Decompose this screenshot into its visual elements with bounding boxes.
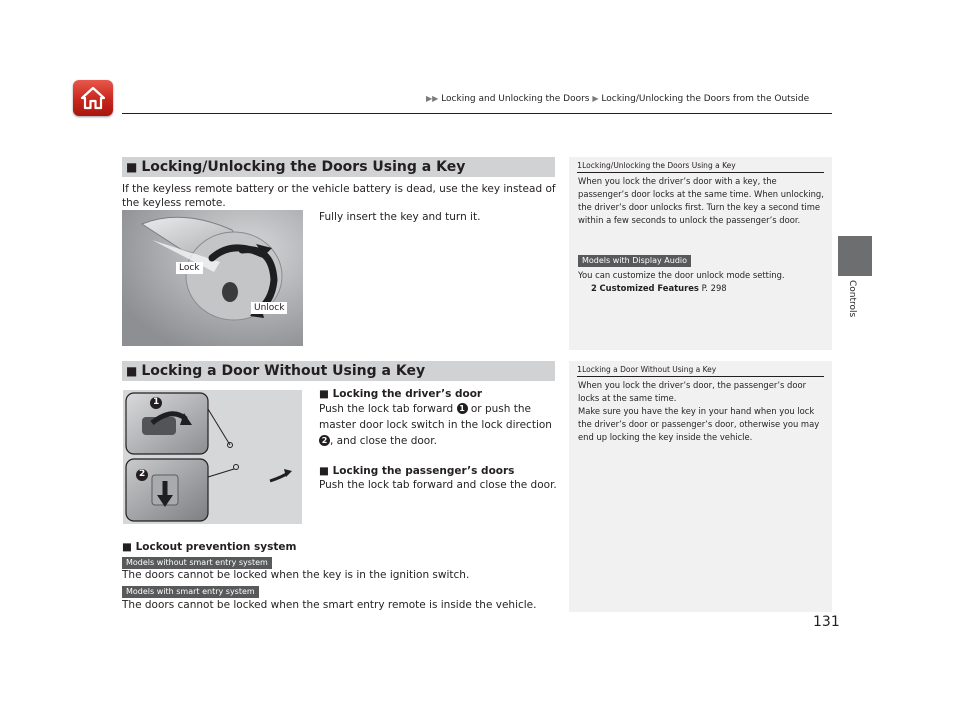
passenger-door-block bbox=[319, 464, 559, 492]
section-heading-key bbox=[122, 157, 555, 177]
cross-reference-page[interactable]: P. 298 bbox=[701, 283, 727, 293]
breadcrumb-arrow-icon: ▶ bbox=[592, 94, 599, 103]
lockout-text-1: The doors cannot be locked when the key is in the ignition switch. bbox=[122, 569, 470, 581]
sidebar-note-no-key-text-1: When you lock the driver’s door, the passenger’s door locks at the same time. bbox=[578, 380, 807, 403]
callout-2: 2 bbox=[139, 469, 146, 479]
chapter-tab[interactable] bbox=[838, 236, 872, 276]
square-bullet-icon: ■ bbox=[126, 160, 138, 174]
sidebar-note-key-title: 1Locking/Unlocking the Doors Using a Key bbox=[577, 161, 736, 170]
square-bullet-icon: ■ bbox=[126, 364, 138, 378]
breadcrumb-item-1[interactable]: Locking and Unlocking the Doors bbox=[441, 94, 590, 104]
passenger-door-heading: ■ Locking the passenger’s doors bbox=[319, 465, 515, 477]
sidebar-note-key bbox=[569, 157, 832, 350]
home-button[interactable] bbox=[73, 80, 113, 116]
label-unlock: Unlock bbox=[251, 302, 287, 314]
header-rule bbox=[122, 113, 832, 114]
section-heading-key-text: Locking/Unlocking the Doors Using a Key bbox=[141, 159, 466, 175]
section-heading-no-key-text: Locking a Door Without Using a Key bbox=[141, 363, 426, 379]
section1-instruction: Fully insert the key and turn it. bbox=[319, 211, 481, 223]
driver-door-heading: ■ Locking the driver’s door bbox=[319, 388, 483, 400]
sidebar-note-key-text: When you lock the driver’s door with a key, the passenger’s door locks at the same time. When unlocking, the driver’s door unlocks first. Turn the key a second time within a few seconds to unlock the passenger’s door. bbox=[578, 176, 824, 225]
home-icon bbox=[79, 85, 107, 111]
chapter-label: Controls bbox=[847, 280, 857, 318]
square-bullet-icon: ■ bbox=[122, 541, 136, 553]
section-heading-no-key bbox=[122, 361, 555, 381]
section1-intro: If the keyless remote battery or the vehicle battery is dead, use the key instead of the keyless remote. bbox=[122, 183, 556, 209]
model-tag-display-audio: Models with Display Audio bbox=[578, 255, 691, 267]
note-ref-icon: 1 bbox=[577, 161, 583, 170]
cross-reference-name[interactable]: Customized Features bbox=[599, 283, 699, 293]
step-1-icon: 1 bbox=[457, 403, 468, 414]
passenger-door-text: Push the lock tab forward and close the door. bbox=[319, 479, 557, 491]
door-lock-illustration bbox=[122, 389, 303, 525]
lockout-heading: ■ Lockout prevention system bbox=[122, 541, 297, 553]
breadcrumb-item-2[interactable]: Locking/Unlocking the Doors from the Outside bbox=[601, 94, 810, 104]
model-tag-with-smart-entry: Models with smart entry system bbox=[122, 586, 259, 598]
sidebar-cross-reference[interactable] bbox=[591, 282, 841, 295]
breadcrumb bbox=[426, 94, 809, 104]
square-bullet-icon: ■ bbox=[319, 465, 333, 477]
breadcrumb-arrow-icon: ▶▶ bbox=[426, 94, 439, 103]
model-tag-without-smart-entry: Models without smart entry system bbox=[122, 557, 272, 569]
lockout-text-2: The doors cannot be locked when the smart entry remote is inside the vehicle. bbox=[122, 599, 537, 611]
callout-1: 1 bbox=[153, 397, 160, 407]
step-2-icon: 2 bbox=[319, 435, 330, 446]
sidebar-note-no-key-title: 1Locking a Door Without Using a Key bbox=[577, 365, 717, 374]
driver-door-text: Push the lock tab forward 1 or push the master door lock switch in the lock direction 2 , and close the door. bbox=[319, 403, 552, 447]
note-ref-icon: 1 bbox=[577, 365, 583, 374]
page-number: 131 bbox=[813, 614, 840, 630]
sidebar-note-no-key bbox=[569, 361, 832, 612]
sidebar-note-no-key-text-2: Make sure you have the key in your hand when you lock the driver’s door or passenger’s door, otherwise you may end up locking the key inside the vehicle. bbox=[578, 406, 820, 442]
sidebar-customize-text: You can customize the door unlock mode setting. bbox=[578, 270, 785, 280]
driver-door-block bbox=[319, 387, 559, 449]
label-lock: Lock bbox=[176, 262, 203, 274]
sidebar-rule bbox=[577, 376, 824, 377]
cross-reference-icon: 2 bbox=[591, 283, 597, 293]
sidebar-rule bbox=[577, 172, 824, 173]
square-bullet-icon: ■ bbox=[319, 388, 333, 400]
key-illustration bbox=[122, 210, 303, 346]
